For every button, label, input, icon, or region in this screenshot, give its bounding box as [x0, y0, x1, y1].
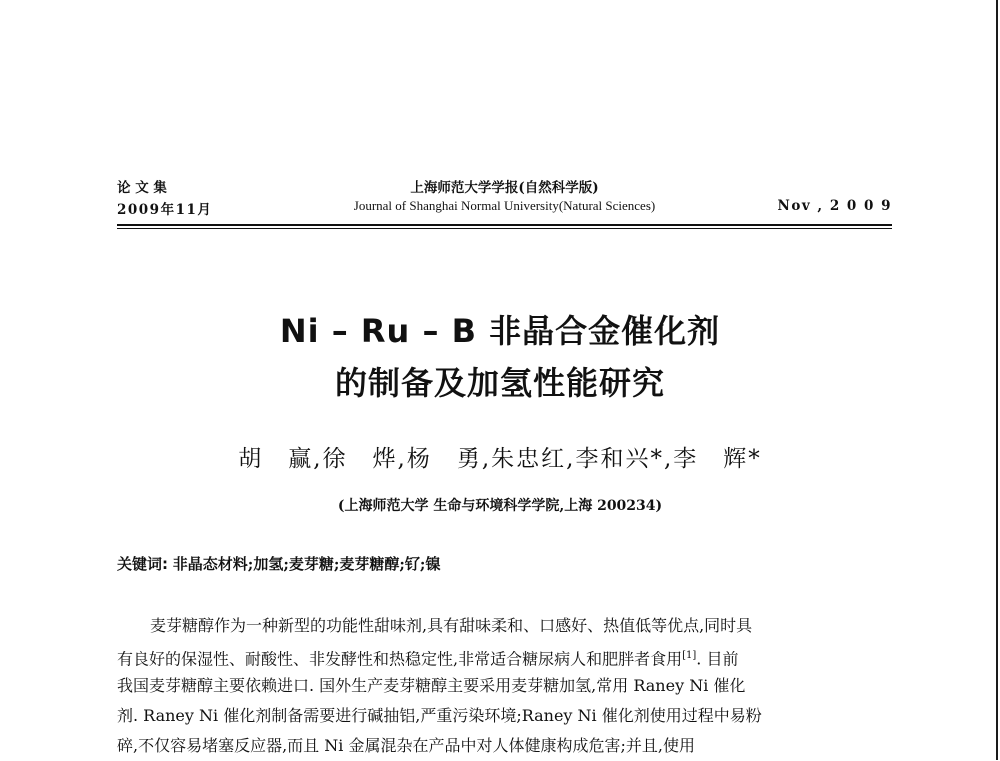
header-date-cn: 2009年11月 [117, 202, 213, 218]
keywords-label: 关键词: [117, 555, 168, 573]
header-row-2 [117, 198, 892, 220]
header-date-en: Nov , 2 0 0 9 [777, 198, 892, 214]
body-line: 我国麦芽糖醇主要依赖进口. 国外生产麦芽糖醇主要采用麦芽糖加氢,常用 Raney Ni 催化 [117, 676, 746, 695]
body-line-text: . 目前 [696, 649, 739, 669]
running-header [117, 176, 892, 220]
header-rule-thick [117, 224, 892, 226]
keywords [117, 553, 440, 574]
body-line [117, 641, 892, 671]
body-line: 麦芽糖醇作为一种新型的功能性甜味剂,具有甜味柔和、口感好、热值低等优点,同时具 [150, 616, 753, 635]
keywords-value: 非晶态材料;加氢;麦芽糖;麦芽糖醇;钌;镍 [172, 555, 441, 573]
header-journal-cn: 上海师范大学学报(自然科学版) [410, 180, 599, 196]
affiliation: (上海师范大学 生命与环境科学学院,上海 200234) [337, 498, 663, 514]
paper-title-line-2: 的制备及加氢性能研究 [334, 364, 665, 402]
body-line: 碎,不仅容易堵塞反应器,而且 Ni 金属混杂在产品中对人体健康构成危害;并且,使用 [117, 736, 695, 755]
body-paragraph [117, 611, 892, 761]
paper-title-line-1: Ni – Ru – B 非晶合金催化剂 [279, 312, 721, 350]
header-section: 论 文 集 [117, 180, 167, 196]
header-journal-en: Journal of Shanghai Normal University(Natural Sciences) [353, 198, 656, 213]
header-row-1 [117, 176, 892, 198]
body-line-text: 有良好的保湿性、耐酸性、非发酵性和热稳定性,非常适合糖尿病人和肥胖者食用 [117, 649, 683, 669]
header-rule-thin [117, 228, 892, 229]
body-line: 剂. Raney Ni 催化剂制备需要进行碱抽铝,严重污染环境;Raney Ni 催化剂使用过程中易粉 [117, 706, 762, 725]
citation-ref: [1] [682, 650, 697, 661]
author-list: 胡 赢,徐 烨,杨 勇,朱忠红,李和兴*,李 辉* [238, 446, 762, 472]
